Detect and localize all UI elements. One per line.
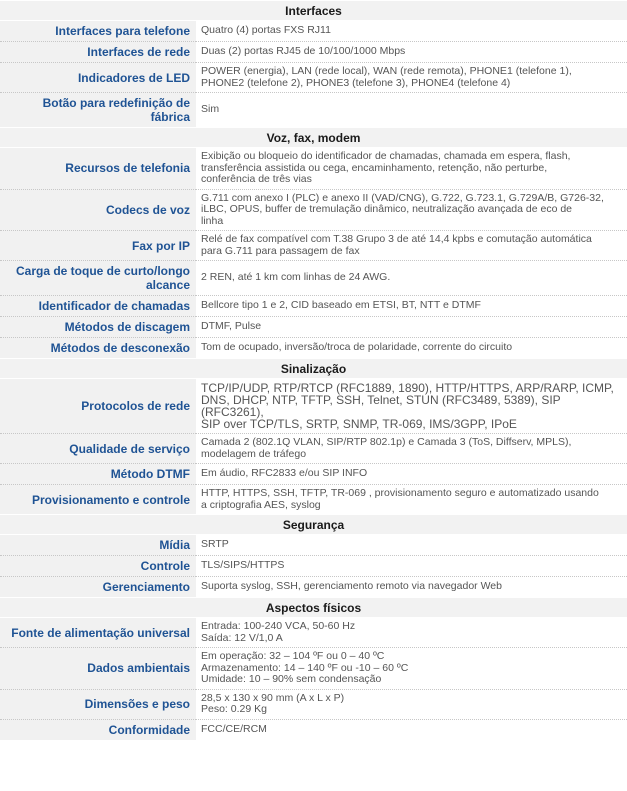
spec-value-line: 2 REN, até 1 km com linhas de 24 AWG. bbox=[201, 271, 391, 284]
spec-value-line: POWER (energia), LAN (rede local), WAN (rede remota), PHONE1 (telefone 1), bbox=[201, 65, 572, 77]
section-title: Sinalização bbox=[0, 359, 627, 379]
spec-value-line: conferência de três vias bbox=[201, 173, 312, 185]
spec-value bbox=[196, 21, 627, 42]
spec-value bbox=[196, 618, 627, 648]
spec-value-line: TLS/SIPS/HTTPS bbox=[201, 559, 285, 572]
spec-label: Codecs de voz bbox=[0, 189, 196, 231]
spec-value bbox=[196, 485, 627, 515]
spec-value-line: Tom de ocupado, inversão/troca de polaridade, corrente do circuito bbox=[201, 341, 513, 354]
spec-value-line: Armazenamento: 14 – 140 ºF ou -10 – 60 ºC bbox=[201, 661, 409, 674]
spec-label: Dimensões e peso bbox=[0, 689, 196, 719]
spec-value-line: DNS, DHCP, NTP, TFTP, SSH, Telnet, STUN (RFC3489, 5389), SIP (RFC3261), bbox=[201, 393, 561, 419]
spec-value bbox=[196, 719, 627, 740]
spec-value-line: Bellcore tipo 1 e 2, CID baseado em ETSI, BT, NTT e DTMF bbox=[201, 299, 481, 312]
spec-value bbox=[196, 317, 627, 338]
spec-value-line: DTMF, Pulse bbox=[201, 320, 262, 333]
spec-value-line: Exibição ou bloqueio do identificador de chamadas, chamada em espera, flash, bbox=[201, 150, 571, 162]
spec-row bbox=[0, 618, 627, 648]
spec-row bbox=[0, 434, 627, 464]
spec-value-line: a criptografia AES, syslog bbox=[201, 498, 321, 511]
spec-value-line: Camada 2 (802.1Q VLAN, SIP/RTP 802.1p) e Camada 3 (ToS, Diffserv, MPLS), bbox=[201, 436, 572, 448]
spec-value bbox=[196, 648, 627, 690]
section-header bbox=[0, 598, 627, 618]
spec-row bbox=[0, 556, 627, 577]
spec-value-line: PHONE2 (telefone 2), PHONE3 (telefone 3), PHONE4 (telefone 4) bbox=[201, 76, 511, 89]
spec-row bbox=[0, 379, 627, 434]
spec-row bbox=[0, 296, 627, 317]
spec-value-line: transferência assistida ou cega, encaminhamento, retenção, não perturbe, bbox=[201, 161, 548, 174]
section-title: Segurança bbox=[0, 515, 627, 535]
spec-value bbox=[196, 231, 627, 261]
spec-label: Protocolos de rede bbox=[0, 379, 196, 434]
spec-label: Recursos de telefonia bbox=[0, 148, 196, 190]
spec-value-line: iLBC, OPUS, buffer de tremulação dinâmico, neutralização avançada de eco de bbox=[201, 203, 573, 215]
spec-value bbox=[196, 434, 627, 464]
spec-row bbox=[0, 485, 627, 515]
spec-value-line: Duas (2) portas RJ45 de 10/100/1000 Mbps bbox=[201, 45, 406, 58]
spec-value-line: linha bbox=[201, 214, 224, 227]
spec-row bbox=[0, 93, 627, 128]
spec-label: Provisionamento e controle bbox=[0, 485, 196, 515]
spec-value bbox=[196, 535, 627, 556]
spec-value-line: para G.711 para passagem de fax bbox=[201, 244, 360, 257]
spec-value-line: Suporta syslog, SSH, gerenciamento remoto via navegador Web bbox=[201, 580, 502, 593]
spec-label: Métodos de discagem bbox=[0, 317, 196, 338]
spec-value bbox=[196, 261, 627, 296]
spec-value bbox=[196, 338, 627, 359]
spec-value bbox=[196, 556, 627, 577]
spec-value-line: Entrada: 100-240 VCA, 50-60 Hz bbox=[201, 620, 356, 632]
spec-value bbox=[196, 577, 627, 598]
spec-row bbox=[0, 719, 627, 740]
spec-value bbox=[196, 464, 627, 485]
spec-value bbox=[196, 296, 627, 317]
section-header bbox=[0, 128, 627, 148]
spec-label: Fax por IP bbox=[0, 231, 196, 261]
section-title: Voz, fax, modem bbox=[0, 128, 627, 148]
spec-value-line: modelagem de tráfego bbox=[201, 447, 307, 460]
spec-label: Botão para redefinição de fábrica bbox=[0, 93, 196, 128]
spec-label: Gerenciamento bbox=[0, 577, 196, 598]
spec-label: Método DTMF bbox=[0, 464, 196, 485]
spec-label: Mídia bbox=[0, 535, 196, 556]
spec-label: Fonte de alimentação universal bbox=[0, 618, 196, 648]
spec-value-line: Sim bbox=[201, 103, 220, 116]
section-title: Aspectos físicos bbox=[0, 598, 627, 618]
spec-label: Interfaces para telefone bbox=[0, 21, 196, 42]
spec-value-line: Umidade: 10 – 90% sem condensação bbox=[201, 673, 382, 685]
spec-row bbox=[0, 63, 627, 93]
spec-value-line: Em operação: 32 – 104 ºF ou 0 – 40 ºC bbox=[201, 650, 385, 662]
spec-row bbox=[0, 689, 627, 719]
spec-row bbox=[0, 317, 627, 338]
spec-value-line: Peso: 0.29 Kg bbox=[201, 703, 267, 715]
spec-label: Interfaces de rede bbox=[0, 42, 196, 63]
spec-value-line: TCP/IP/UDP, RTP/RTCP (RFC1889, 1890), HTTP/HTTPS, ARP/RARP, ICMP, bbox=[201, 381, 614, 395]
spec-row bbox=[0, 148, 627, 190]
spec-value-line: SRTP bbox=[201, 538, 229, 551]
spec-value-line: Relé de fax compatível com T.38 Grupo 3 de até 14,4 kpbs e comutação automática bbox=[201, 233, 592, 245]
spec-value-line: 28,5 x 130 x 90 mm (A x L x P) bbox=[201, 691, 345, 704]
spec-value-line: FCC/CE/RCM bbox=[201, 722, 267, 735]
spec-value-line: HTTP, HTTPS, SSH, TFTP, TR-069 , provisionamento seguro e automatizado usando bbox=[201, 487, 599, 499]
spec-value bbox=[196, 148, 627, 190]
spec-row bbox=[0, 21, 627, 42]
spec-label: Dados ambientais bbox=[0, 648, 196, 690]
spec-value-line: Saída: 12 V/1,0 A bbox=[201, 631, 283, 644]
section-header bbox=[0, 515, 627, 535]
spec-value-line: Em áudio, RFC2833 e/ou SIP INFO bbox=[201, 467, 368, 480]
spec-value bbox=[196, 689, 627, 719]
spec-value bbox=[196, 93, 627, 128]
spec-row bbox=[0, 42, 627, 63]
spec-value bbox=[196, 379, 627, 434]
spec-label: Qualidade de serviço bbox=[0, 434, 196, 464]
spec-label: Controle bbox=[0, 556, 196, 577]
section-header bbox=[0, 1, 627, 21]
spec-label: Conformidade bbox=[0, 719, 196, 740]
spec-value bbox=[196, 63, 627, 93]
spec-row bbox=[0, 648, 627, 690]
spec-label: Métodos de desconexão bbox=[0, 338, 196, 359]
spec-value bbox=[196, 42, 627, 63]
spec-row bbox=[0, 535, 627, 556]
spec-row bbox=[0, 231, 627, 261]
spec-row bbox=[0, 261, 627, 296]
spec-row bbox=[0, 338, 627, 359]
spec-label: Identificador de chamadas bbox=[0, 296, 196, 317]
spec-row bbox=[0, 189, 627, 231]
spec-value bbox=[196, 189, 627, 231]
spec-label: Indicadores de LED bbox=[0, 63, 196, 93]
spec-label: Carga de toque de curto/longo alcance bbox=[0, 261, 196, 296]
spec-row bbox=[0, 577, 627, 598]
spec-value-line: SIP over TCP/TLS, SRTP, SNMP, TR-069, IMS/3GPP, IPoE bbox=[201, 417, 517, 431]
section-header bbox=[0, 359, 627, 379]
spec-value-line: G.711 com anexo I (PLC) e anexo II (VAD/CNG), G.722, G.723.1, G.729A/B, G726-32, bbox=[201, 191, 604, 204]
spec-value-line: Quatro (4) portas FXS RJ11 bbox=[201, 24, 331, 37]
spec-table-body bbox=[0, 1, 627, 740]
section-title: Interfaces bbox=[0, 1, 627, 21]
spec-row bbox=[0, 464, 627, 485]
